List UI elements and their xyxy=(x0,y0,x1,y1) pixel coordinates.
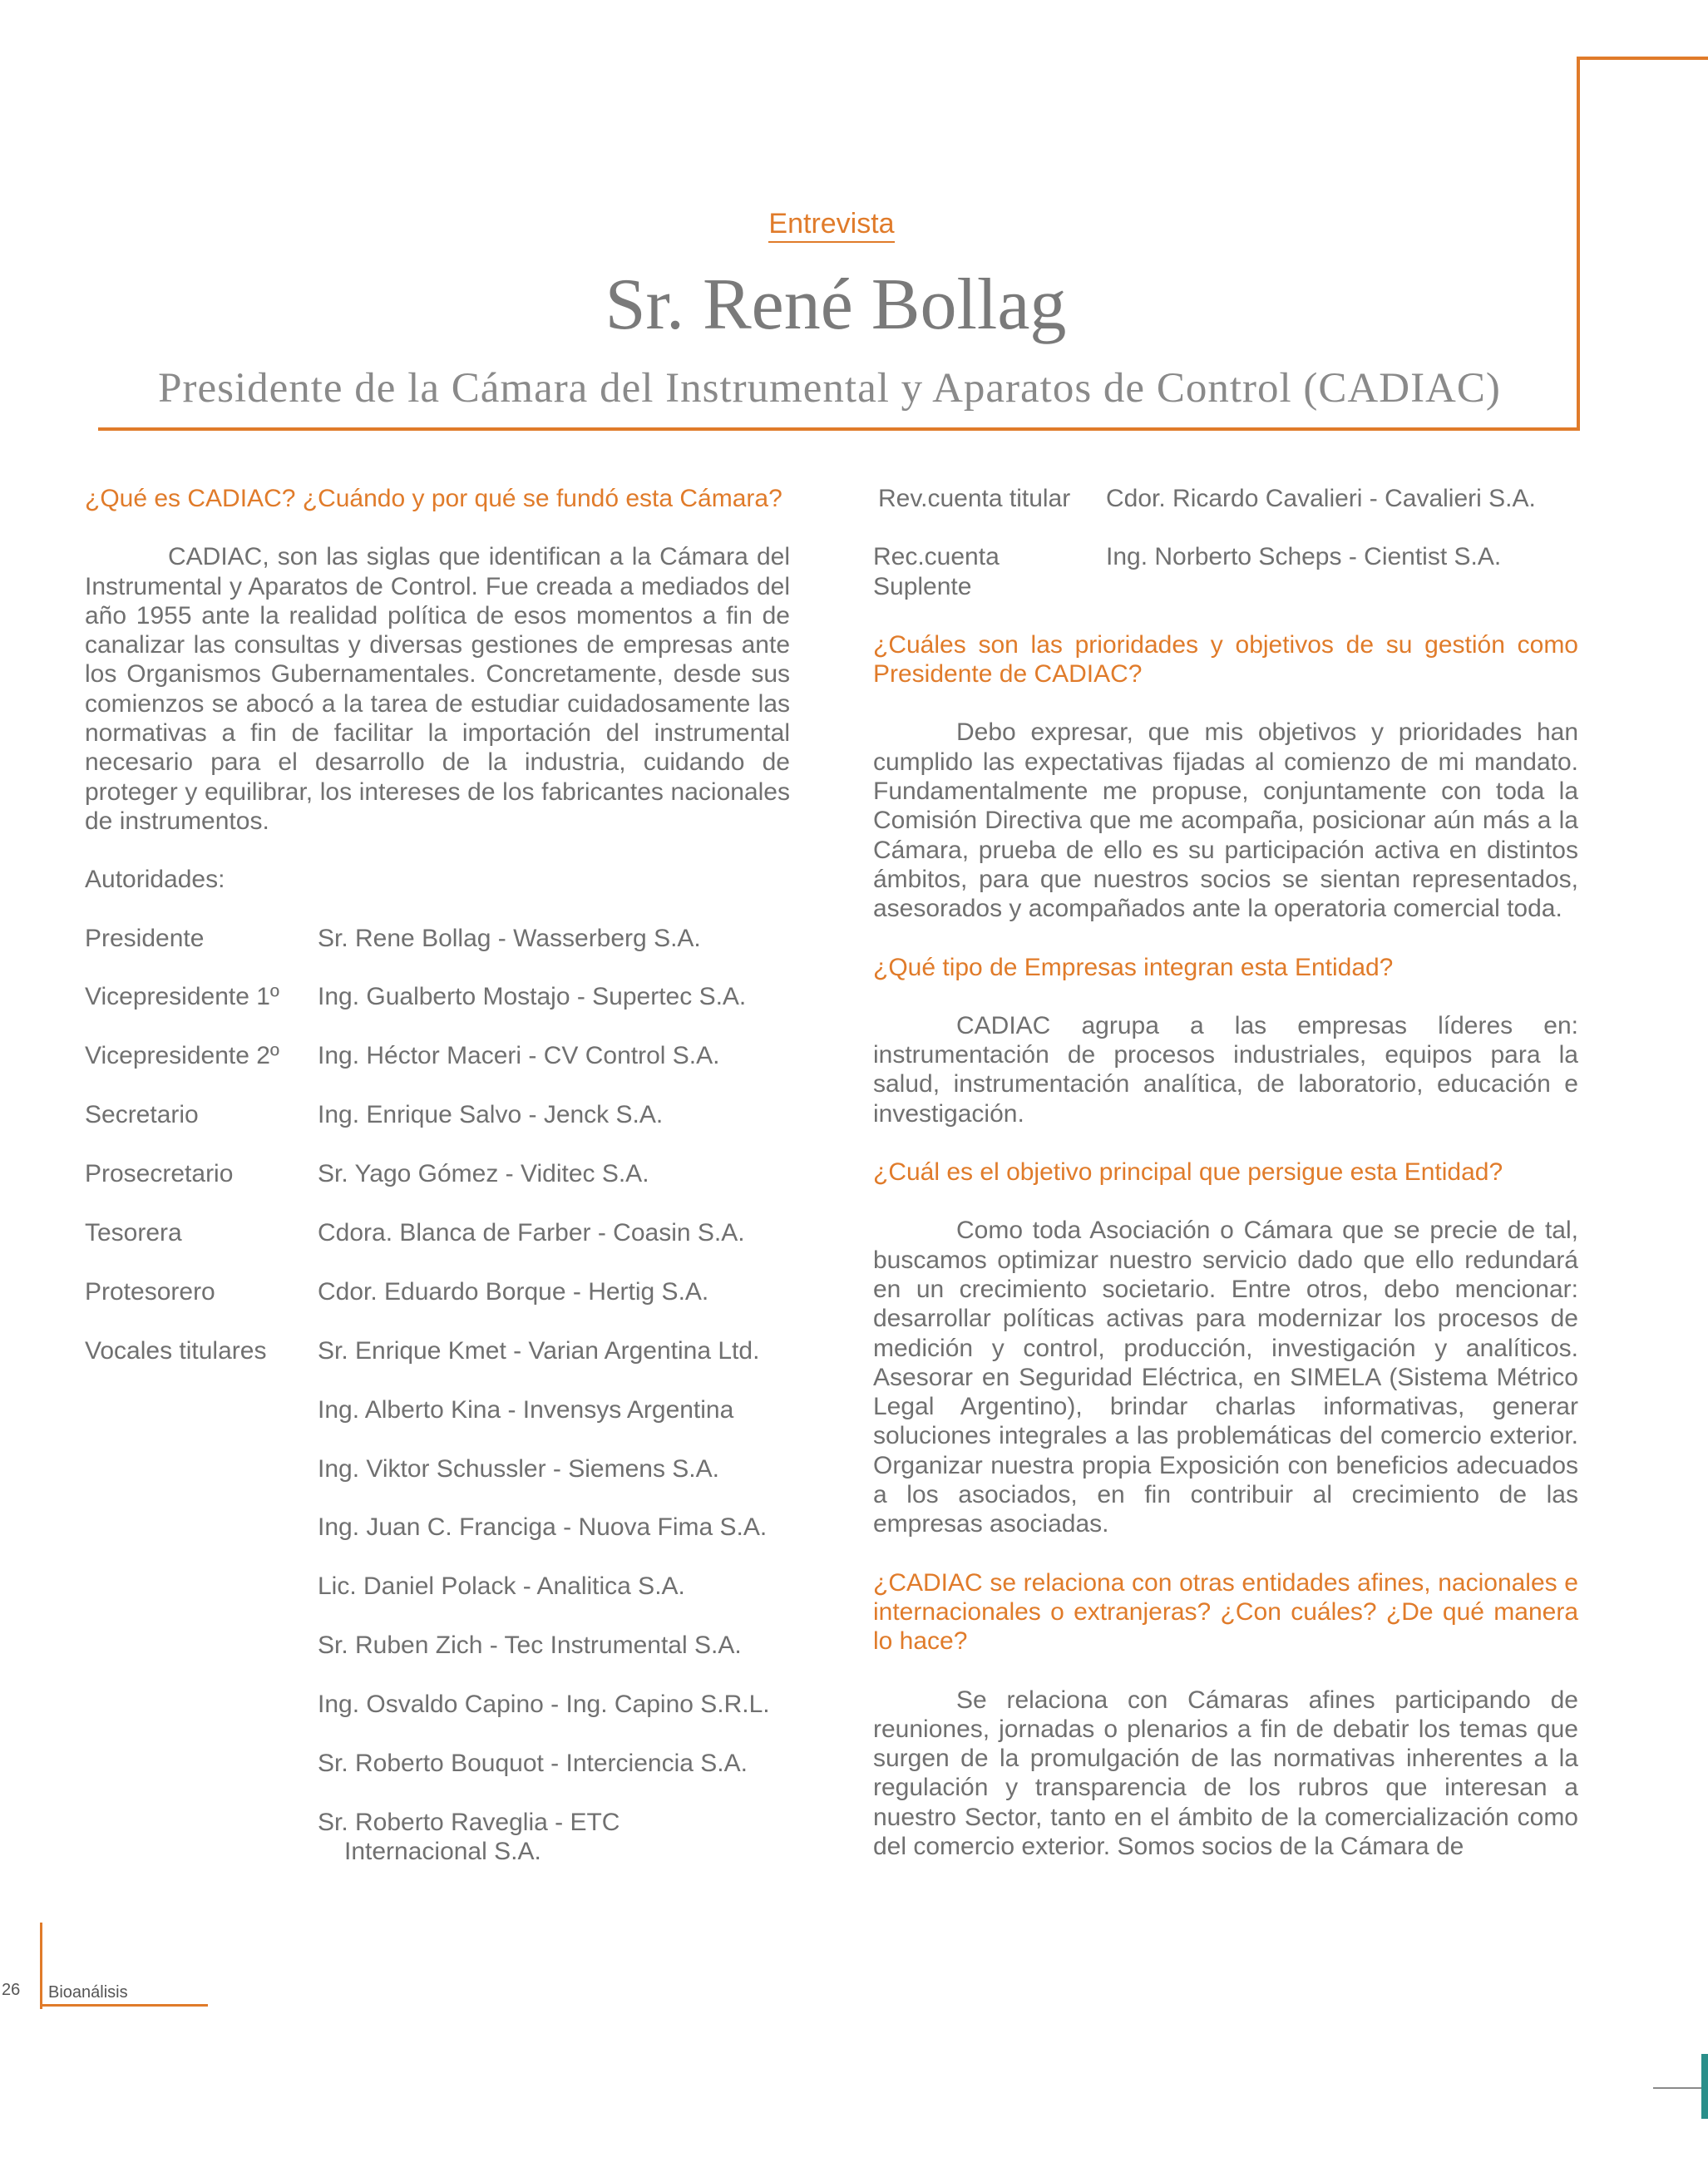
authority-name: Ing. Enrique Salvo - Jenck S.A. xyxy=(318,1101,664,1129)
authorities-label: Autoridades: xyxy=(85,866,225,894)
authority-role xyxy=(85,1513,318,1542)
authority-row xyxy=(85,1513,790,1542)
authority-row xyxy=(873,542,1578,601)
authority-name: Sr. Roberto Bouquot - Interciencia S.A. xyxy=(318,1750,748,1778)
authority-row xyxy=(873,484,1578,513)
authority-row xyxy=(85,1395,790,1424)
section-label-text: Entrevista xyxy=(768,208,894,243)
authority-role xyxy=(85,1395,318,1424)
footer-vertical-line xyxy=(40,1923,42,2009)
page-subtitle: Presidente de la Cámara del Instrumental y Aparatos de Control (CADIAC) xyxy=(158,365,1501,412)
authority-row xyxy=(85,1336,790,1365)
page-number: 26 xyxy=(2,1981,21,1999)
authority-row xyxy=(85,1631,790,1660)
authority-name: Ing. Alberto Kina - Invensys Argentina xyxy=(318,1395,734,1424)
frame-top-line xyxy=(1578,57,1708,60)
authority-row xyxy=(85,924,790,953)
authority-name: Sr. Roberto Raveglia - ETC xyxy=(318,1808,620,1836)
authority-role: Prosecretario xyxy=(85,1160,234,1188)
authority-name: Ing. Norberto Scheps - Cientist S.A. xyxy=(1106,543,1502,571)
authority-role xyxy=(85,1808,318,1837)
authority-row xyxy=(85,1159,790,1188)
frame-bottom-line xyxy=(98,427,1580,431)
question-2: ¿Cuáles son las prioridades y objetivos de su gestión como Presidente de CADIAC? xyxy=(873,630,1578,689)
authority-role: Rec.cuenta Suplente xyxy=(873,543,1000,600)
answer-4: Como toda Asociación o Cámara que se precie de tal, buscamos optimizar nuestro servicio dado que ello redundará en un crecimiento societario. Entre otros, debo mencionar: desarrollar políticas activas para modernizar los procesos de medición y control, producción, investigación y analíticos. Asesorar en Seguridad Eléctrica, en SIMELA (Sistema Métrico Legal Argentino), brindar charlas informativas, generar soluciones integrales a las problemáticas del comercio exterior. Organizar nuestra propia Exposición con beneficios adecuados a los asociados, en fin contribuir al crecimiento de las empresas asociadas. xyxy=(873,1217,1578,1538)
answer-2: Debo expresar, que mis objetivos y prioridades han cumplido las expectativas fijadas al comienzo de mi mandato. Fundamentalmente me propuse, conjuntamente con toda la Comisión Directiva que me acompaña, posicionar aún más a la Cámara, prueba de ello es su participación activa en distintos ámbitos, para que nuestros socios se sientan representados, asesorados y acompañados ante la operatoria comercial toda. xyxy=(873,718,1578,923)
authority-name: Sr. Enrique Kmet - Varian Argentina Ltd. xyxy=(318,1336,760,1365)
authority-name: Ing. Gualberto Mostajo - Supertec S.A. xyxy=(318,983,747,1011)
authority-role xyxy=(85,1749,318,1778)
authority-role: Vocales titulares xyxy=(85,1336,267,1365)
authority-name: Lic. Daniel Polack - Analitica S.A. xyxy=(318,1572,685,1601)
corner-line xyxy=(1653,2087,1705,2089)
authority-role: Vicepresidente 1º xyxy=(85,983,279,1011)
authority-row xyxy=(85,1100,790,1129)
answer-3: CADIAC agrupa a las empresas líderes en: instrumentación de procesos industriales, equipos para la salud, instrumentación analítica, de laboratorio, educación e investigación. xyxy=(873,1011,1578,1128)
authority-name: Sr. Ruben Zich - Tec Instrumental S.A. xyxy=(318,1632,742,1660)
authority-name: Ing. Héctor Maceri - CV Control S.A. xyxy=(318,1042,720,1070)
question-3: ¿Qué tipo de Empresas integran esta Entidad? xyxy=(873,953,1394,981)
authority-role: Vicepresidente 2º xyxy=(85,1042,279,1070)
authority-name: Sr. Rene Bollag - Wasserberg S.A. xyxy=(318,924,701,952)
authority-role: Rev.cuenta titular xyxy=(878,485,1071,512)
authority-name: Cdor. Ricardo Cavalieri - Cavalieri S.A. xyxy=(1106,485,1536,512)
corner-tab xyxy=(1701,2054,1708,2119)
authority-role: Protesorero xyxy=(85,1277,215,1306)
authority-name: Sr. Yago Gómez - Viditec S.A. xyxy=(318,1160,649,1188)
question-5: ¿CADIAC se relaciona con otras entidades afines, nacionales e internacionales o extranjeras? ¿Con cuáles? ¿De qué manera lo hace? xyxy=(873,1568,1578,1656)
authority-row xyxy=(85,1749,790,1778)
right-column xyxy=(873,484,1578,1861)
authority-role: Presidente xyxy=(85,924,205,952)
authority-name: Cdora. Blanca de Farber - Coasin S.A. xyxy=(318,1219,745,1247)
authority-row xyxy=(85,1572,790,1601)
authority-role: Secretario xyxy=(85,1101,199,1129)
authority-role xyxy=(85,1690,318,1719)
authorities-list xyxy=(85,924,790,1838)
authority-row xyxy=(85,1218,790,1247)
authority-name: Ing. Juan C. Franciga - Nuova Fima S.A. xyxy=(318,1513,768,1542)
authority-row xyxy=(85,1277,790,1306)
authority-continuation: Internacional S.A. xyxy=(344,1838,541,1866)
authority-name: Ing. Osvaldo Capino - Ing. Capino S.R.L. xyxy=(318,1691,770,1719)
authority-row xyxy=(85,1808,790,1837)
authority-row xyxy=(85,1454,790,1483)
page-title: Sr. René Bollag xyxy=(605,264,1067,345)
answer-1: CADIAC, son las siglas que identifican a la Cámara del Instrumental y Aparatos de Control. Fue creada a mediados del año 1955 ante la realidad política de esos momentos a fin de canalizar las consultas y diversas gestiones de empresas ante los Organismos Gubernamentales. Concretamente, desde sus comienzos se abocó a la tarea de estudiar cuidadosamente las normativas a fin de facilitar la importación del instrumental necesario para el desarrollo de la industria, cuidando de proteger y equilibrar, los intereses de los fabricantes nacionales de instrumentos. xyxy=(85,543,790,835)
authority-row xyxy=(85,982,790,1011)
authority-row xyxy=(85,1041,790,1070)
authority-role xyxy=(85,1454,318,1483)
authority-name: Cdor. Eduardo Borque - Hertig S.A. xyxy=(318,1277,709,1306)
authority-role: Tesorera xyxy=(85,1219,182,1247)
footer-line xyxy=(40,2004,208,2007)
authority-role xyxy=(85,1631,318,1660)
section-label xyxy=(0,208,1663,240)
authority-role xyxy=(85,1572,318,1601)
question-1: ¿Qué es CADIAC? ¿Cuándo y por qué se fundó esta Cámara? xyxy=(85,485,782,512)
authority-row xyxy=(85,1690,790,1719)
answer-5: Se relaciona con Cámaras afines participando de reuniones, jornadas o plenarios a fin de debatir los temas que surgen de la promulgación de las normativas inherentes a la regulación y transparencia de los rubros que interesan a nuestro Sector, tanto en el ámbito de la comercialización como del comercio exterior. Somos socios de la Cámara de xyxy=(873,1686,1578,1860)
question-4: ¿Cuál es el objetivo principal que persigue esta Entidad? xyxy=(873,1158,1503,1187)
left-column xyxy=(85,484,790,1867)
magazine-name: Bioanálisis xyxy=(48,1983,128,2002)
authority-name: Ing. Viktor Schussler - Siemens S.A. xyxy=(318,1454,719,1483)
